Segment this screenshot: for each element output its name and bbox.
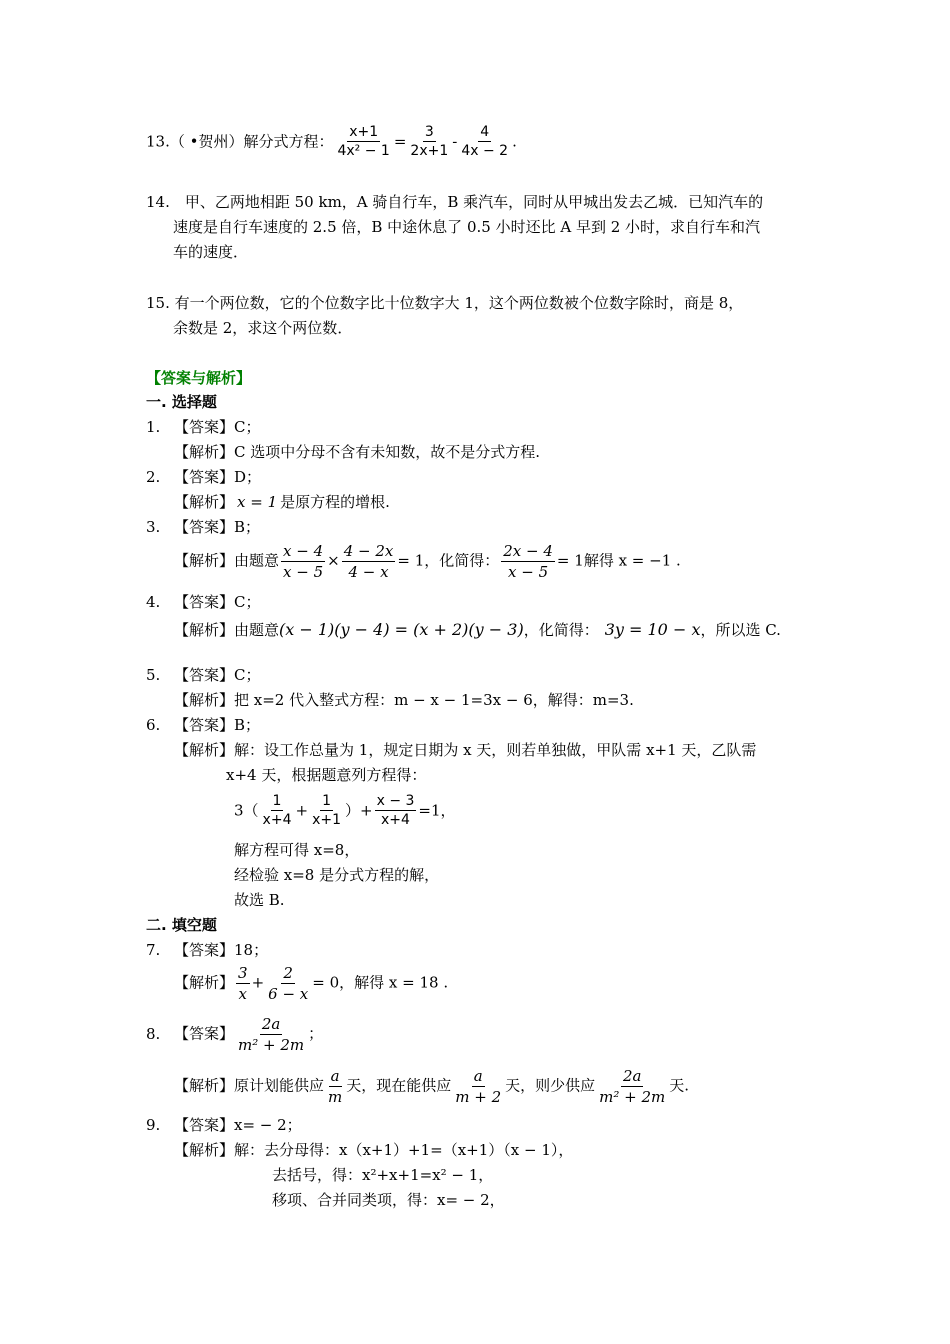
analysis-2 [174,495,390,510]
equals-sign: = [393,132,407,151]
equals-expression: = 0 [312,973,340,992]
problem-13-prefix: 13.（ •贺州）解分式方程： [146,132,334,151]
answer-1 [146,420,260,435]
answer-number: 7. [146,941,161,959]
denominator: m + 2 [455,1087,502,1106]
analysis-text: 天. [669,1076,690,1095]
analysis-text: 解得 x = −1 . [583,551,681,570]
numerator: a [473,1067,483,1085]
problem-13 [146,125,517,160]
fraction [261,794,294,829]
analysis-text: ，化简得： [523,621,599,639]
fraction [459,125,510,160]
answer-8 [146,1016,323,1053]
fraction [342,543,396,580]
numerator: 2a [622,1067,642,1085]
answer-5 [146,668,260,683]
denominator: 4x − 2 [461,143,509,160]
answer-number: 3. [146,518,161,536]
answer-4 [146,595,260,610]
answer-number: 1. [146,418,161,436]
denominator: m [328,1087,343,1106]
analysis-6-step-2: 经检验 x=8 是分式方程的解， [234,866,440,884]
answer-text: 【答案】18； [174,941,269,959]
answer-text: ； [308,1024,324,1043]
denominator: x+4 [262,812,292,829]
fraction [597,1068,667,1105]
math-expression: (x − 1)(y − 4) = (x + 2)(y − 3) [279,620,524,639]
analysis-label: 【解析】 [174,973,235,992]
answer-2 [146,470,261,485]
plus-sign: + [295,801,309,820]
denominator: x+1 [312,812,341,829]
analysis-3 [174,543,681,580]
answer-label: 【答案】 [174,1024,235,1043]
denominator: x [238,984,248,1003]
analysis-9-line-3: 移项、合并同类项，得：x= − 2， [272,1191,505,1209]
analysis-text: ，化简得： [424,551,500,570]
analysis-6-step-3: 故选 B. [234,891,285,909]
fraction [453,1068,503,1105]
section-2-title: 二. 填空题 [146,916,217,934]
denominator: x − 5 [283,562,324,581]
fraction [408,125,450,160]
denominator: 2x+1 [410,143,449,160]
period: . [512,132,517,151]
denominator: x − 5 [508,562,549,581]
answer-text: 【答案】C； [174,593,261,611]
answer-7 [146,943,268,958]
numerator: 2 [283,964,293,982]
denominator: 4x² − 1 [337,143,390,160]
analysis-text: ，解得 x = 18 . [339,973,449,992]
answer-number: 4. [146,593,161,611]
numerator: 1 [271,794,284,811]
problem-14-line-3: 车的速度． [173,243,249,261]
equals-expression: = 1 [397,551,425,570]
numerator: 2x − 4 [503,542,553,560]
math-expression: 3y = 10 − x [604,620,701,639]
answer-text: 【答案】C； [174,418,261,436]
answer-text: 【答案】C； [174,666,261,684]
analysis-text: 天，则少供应 [505,1076,596,1095]
answer-6 [146,718,260,733]
numerator: x+1 [347,125,380,142]
equation-part: ）+ [345,801,373,820]
equals-expression: = 1 [556,551,584,570]
numerator: a [330,1067,340,1085]
analysis-6-equation [234,794,456,829]
analysis-5: 【解析】把 x=2 代入整式方程：m − x − 1=3x − 6，解得：m=3. [174,691,634,709]
analysis-6-step-1: 解方程可得 x=8， [234,841,360,859]
analysis-7 [174,965,448,1002]
times-sign: × [327,551,340,570]
answer-number: 2. [146,468,161,486]
fraction [310,794,343,829]
equation-part: 3（ [234,801,259,820]
answer-text: 【答案】B； [174,518,261,536]
analysis-6-line-1: 【解析】解：设工作总量为 1，规定日期为 x 天，则若单独做，甲队需 x+1 天，乙队需 [174,741,757,759]
plus-sign: + [251,973,265,992]
numerator: 1 [320,794,333,811]
analysis-label: 【解析】由题意 [174,621,280,639]
section-1-title: 一. 选择题 [146,393,217,411]
analysis-label: 【解析】 [174,493,235,511]
answer-3 [146,520,260,535]
analysis-6-line-2: x+4 天，根据题意列方程得： [226,766,427,784]
fraction [501,543,555,580]
analysis-8 [174,1068,689,1105]
numerator: 4 [478,125,491,142]
answer-9 [146,1118,302,1133]
analysis-9-line-2: 去括号，得：x²+x+1=x² − 1， [272,1166,494,1184]
problem-14-line-1: 14. 甲、乙两地相距 50 km，A 骑自行车，B 乘汽车，同时从甲城出发去乙城．已知汽车的 [146,193,764,211]
math-expression: x = 1 [237,493,278,511]
answer-number: 5. [146,666,161,684]
analysis-text: ，所以选 C. [700,621,781,639]
denominator: m² + 2m [599,1087,666,1106]
fraction [281,543,325,580]
problem-15-line-1: 15. 有一个两位数，它的个位数字比十位数字大 1，这个两位数被个位数字除时，商是 8， [146,294,744,312]
answer-number: 9. [146,1116,161,1134]
analysis-1: 【解析】C 选项中分母不含有未知数，故不是分式方程. [174,443,541,461]
denominator: 4 − x [348,562,389,581]
answer-text: 【答案】D； [174,468,262,486]
answer-text: 【答案】x= − 2； [174,1116,302,1134]
fraction [375,794,417,829]
numerator: 3 [238,964,248,982]
numerator: 3 [423,125,436,142]
analysis-label: 【解析】原计划能供应 [174,1076,325,1095]
answer-number: 8. [146,1024,161,1043]
problem-14-line-2: 速度是自行车速度的 2.5 倍，B 中途休息了 0.5 小时还比 A 早到 2 小时，求自行车和汽 [173,218,761,236]
answer-number: 6. [146,716,161,734]
equation-part: =1， [418,801,456,820]
numerator: 4 − 2x [343,542,394,560]
denominator: x+4 [381,812,410,829]
analysis-4 [174,622,781,638]
analysis-9-line-1: 【解析】解：去分母得：x（x+1）+1=（x+1）（x − 1）， [174,1141,574,1159]
numerator: x − 3 [375,794,417,811]
fraction [335,125,391,160]
fraction [266,965,310,1002]
fraction [326,1068,344,1105]
denominator: m² + 2m [238,1035,305,1054]
fraction [236,1016,306,1053]
problem-15-line-2: 余数是 2，求这个两位数． [173,319,353,337]
analysis-label: 【解析】由题意 [174,551,280,570]
denominator: 6 − x [268,984,309,1003]
minus-sign: - [452,132,458,151]
numerator: 2a [261,1015,281,1033]
analysis-text: 是原方程的增根. [280,493,390,511]
answer-text: 【答案】B； [174,716,261,734]
answers-heading: 【答案与解析】 [146,369,252,387]
analysis-text: 天，现在能供应 [346,1076,452,1095]
fraction [236,965,250,1002]
numerator: x − 4 [283,542,324,560]
